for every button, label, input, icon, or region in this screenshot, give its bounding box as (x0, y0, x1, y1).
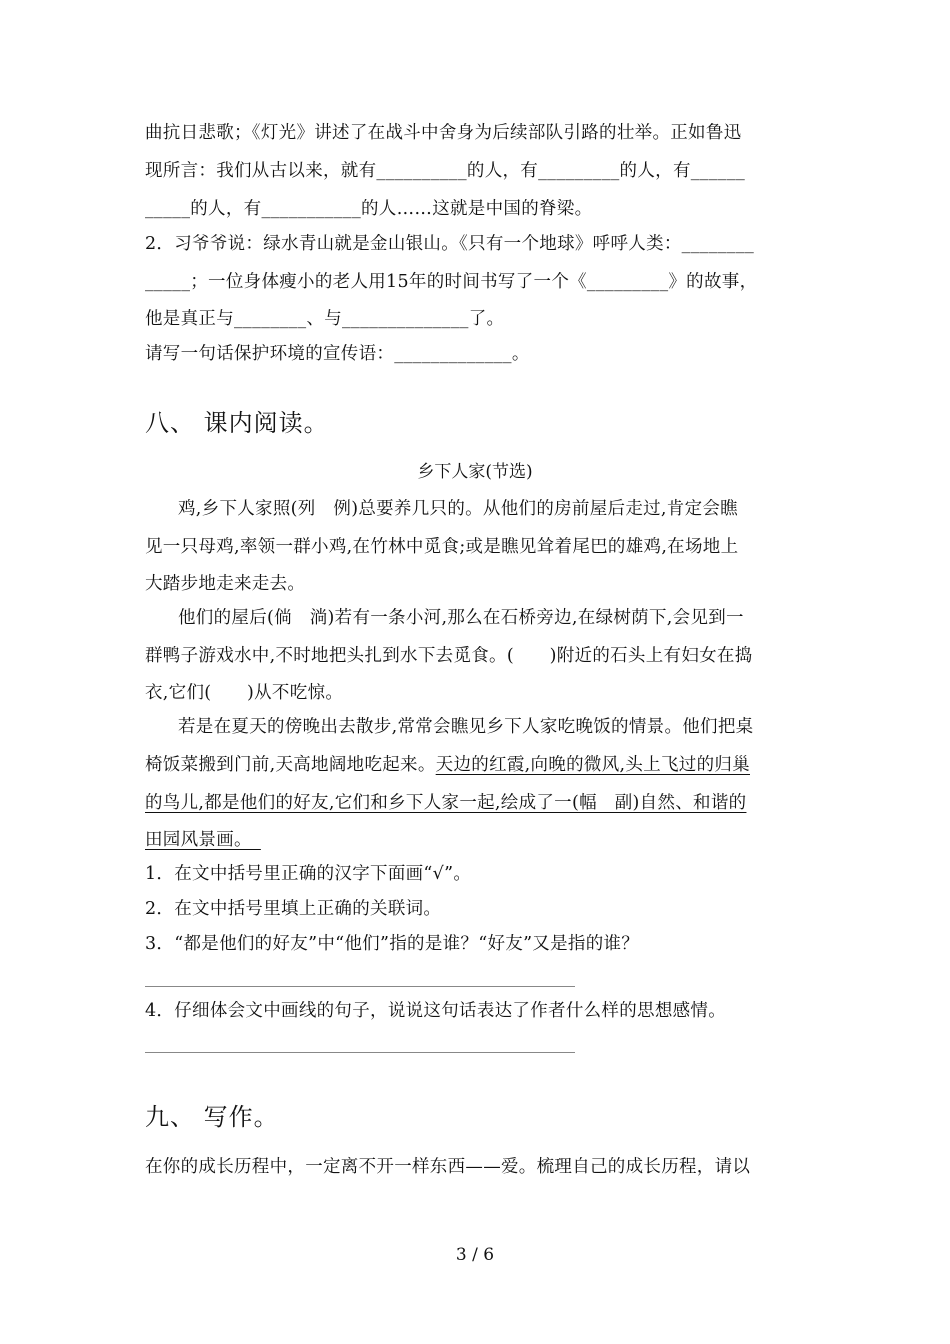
question-3: 3．“都是他们的好友”中“他们”指的是谁？“好友”又是指的谁？ (145, 934, 640, 954)
passage-line: 群鸭子游戏水中,不时地把头扎到水下去觅食。( )附近的石头上有妇女在捣 (145, 646, 753, 666)
underlined-sentence: 田园风景画。 (145, 830, 261, 850)
passage-text: 椅饭菜搬到门前,天高地阔地吃起来。 (145, 755, 436, 775)
passage-line (145, 753, 750, 777)
section-heading-reading: 八、 课内阅读。 (145, 409, 329, 437)
question-2: 2．习爷爷说：绿水青山就是金山银山。《只有一个地球》呼呼人类：________ (145, 234, 755, 254)
passage-line: 若是在夏天的傍晚出去散步,常常会瞧见乡下人家吃晚饭的情景。他们把桌 (178, 717, 754, 737)
passage-title: 乡下人家(节选) (417, 462, 533, 482)
underlined-sentence: 天边的红霞,向晚的微风,头上飞过的归巢 (435, 755, 750, 775)
question-4: 4．仔细体会文中画线的句子，说说这句话表达了作者什么样的思想感情。 (145, 1001, 727, 1021)
text-line: _____的人，有___________的人……这就是中国的脊梁。 (145, 199, 593, 219)
section-heading-writing: 九、 写作。 (145, 1103, 279, 1131)
passage-line: 见一只母鸡,率领一群小鸡,在竹林中觅食;或是瞧见耸着尾巴的雄鸡,在场地上 (145, 537, 739, 557)
passage-line: 大踏步地走来走去。 (145, 574, 306, 594)
text-line: 曲抗日悲歌；《灯光》讲述了在战斗中舍身为后续部队引路的壮举。正如鲁迅 (145, 123, 742, 143)
answer-line (145, 986, 575, 987)
question-2: 2．在文中括号里填上正确的关联词。 (145, 899, 442, 919)
text-line: 现所言：我们从古以来，就有__________的人，有_________的人，有______ (145, 161, 746, 181)
writing-prompt: 在你的成长历程中，一定离不开一样东西——爱。梳理自己的成长历程，请以 (145, 1157, 751, 1177)
passage-line: 他们的屋后(倘 淌)若有一条小河,那么在石桥旁边,在绿树荫下,会见到一 (178, 608, 744, 628)
text-line: _____；一位身体瘦小的老人用15年的时间书写了一个《_________》的故事， (145, 272, 758, 292)
question-1: 1．在文中括号里正确的汉字下面画“√”。 (145, 864, 472, 884)
text-line: 他是真正与________、与______________了。 (145, 309, 505, 329)
answer-line (145, 1052, 575, 1053)
underlined-sentence: 的鸟儿,都是他们的好友,它们和乡下人家一起,绘成了一(幅 副)自然、和谐的 (145, 793, 747, 813)
slogan-prompt: 请写一句话保护环境的宣传语：_____________。 (145, 344, 530, 364)
page-number: 3 / 6 (455, 1245, 495, 1265)
passage-line: 衣,它们( )从不吃惊。 (145, 683, 344, 703)
passage-line: 鸡,乡下人家照(列 例)总要养几只的。从他们的房前屋后走过,肯定会瞧 (178, 499, 738, 519)
